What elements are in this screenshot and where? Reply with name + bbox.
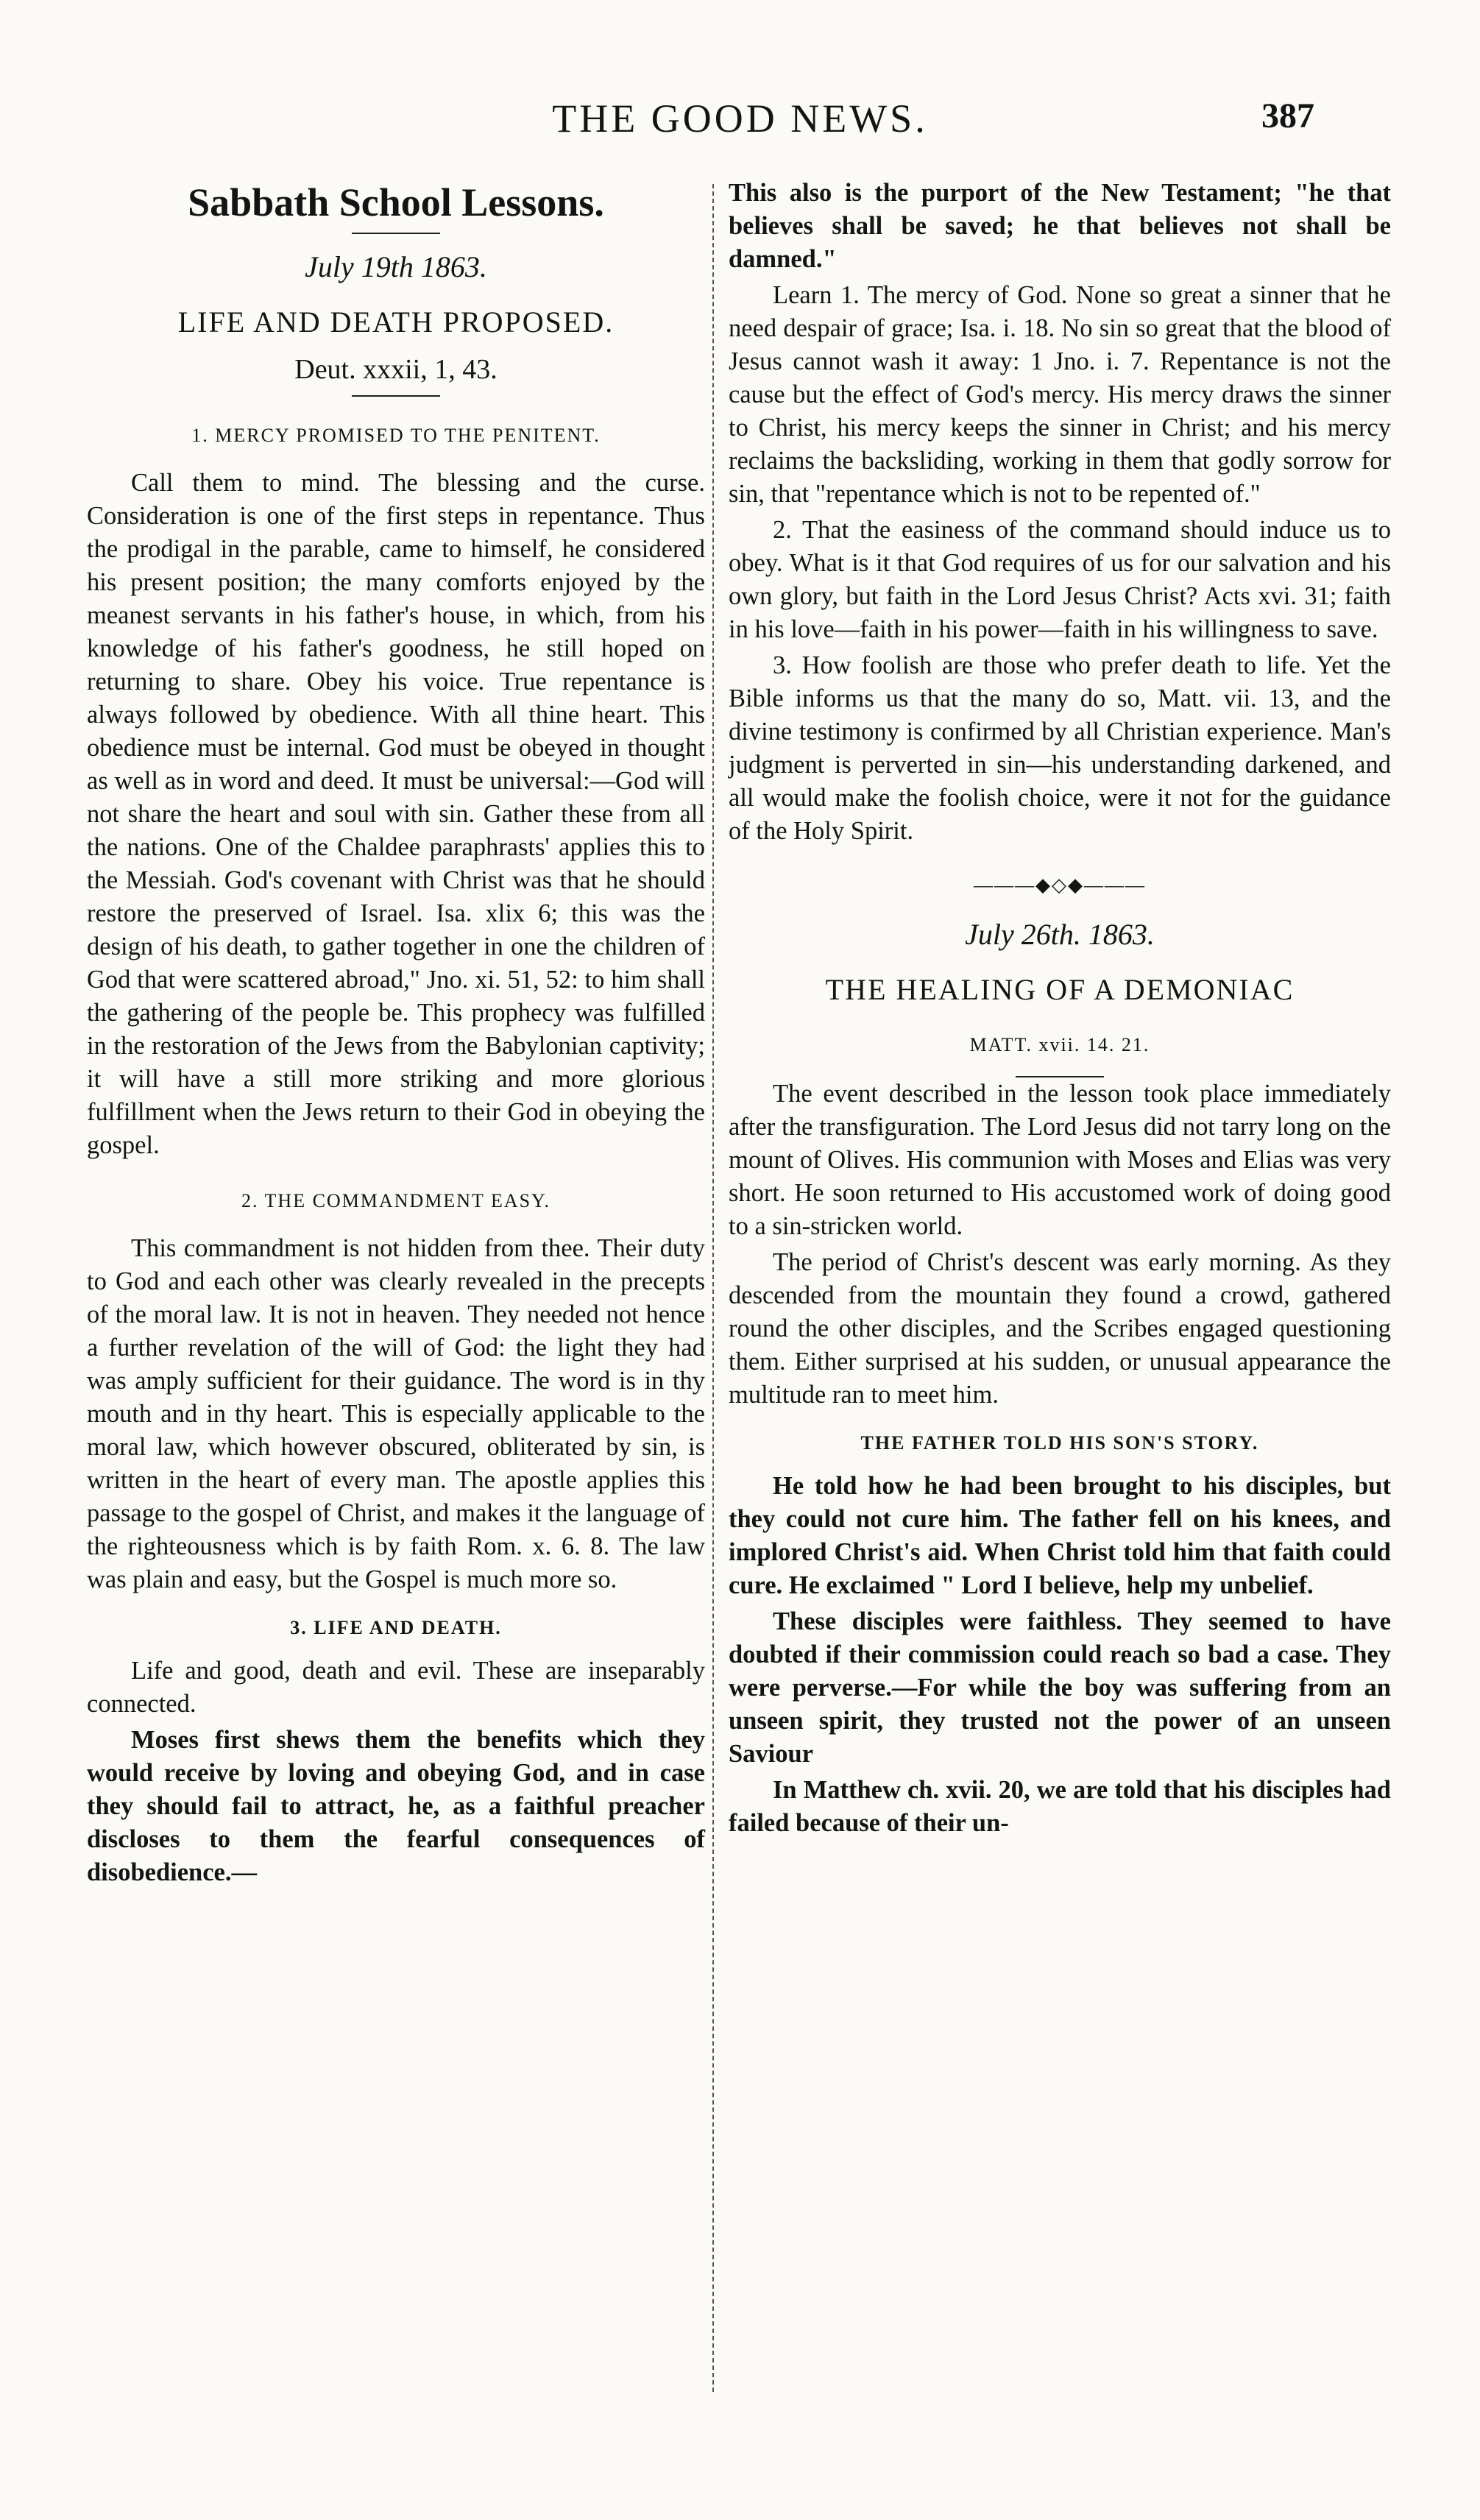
lesson-topic: THE HEALING OF A DEMONIAC [825,973,1295,1006]
paragraph: Moses first shews them the benefits which they would receive by loving and obeying God, and in case they should fail to attract, he, as a faithful preacher discloses to them the fearful consequences of disobedience.— [87,1726,705,1886]
paragraph: In Matthew ch. xvii. 20, we are told that his disciples had failed because of their un- [729,1776,1391,1837]
subsection-title: THE FATHER TOLD HIS SON'S STORY. [860,1432,1259,1454]
periodical-title: THE GOOD NEWS. [552,96,928,141]
page-number: 387 [1261,96,1314,135]
lesson-topic: LIFE AND DEATH PROPOSED. [177,305,615,339]
paragraph: This also is the purport of the New Testament; "he that believes shall be saved; he that believes not shall be damned." [729,179,1391,273]
right-column [729,177,1391,1843]
paragraph: He told how he had been brought to his disciples, but they could not cure him. The father fell on his knees, and implored Christ's aid. When Christ told him that faith could cure. He exclaimed " Lord I believe, help my unbelief. [729,1472,1391,1599]
column-divider [712,184,714,2392]
ornament-divider: ———◆◇◆——— [974,874,1146,896]
heading-rule [352,233,440,234]
paragraph: Life and good, death and evil. These are inseparably connected. [87,1657,705,1718]
paragraph: The event described in the lesson took place immediately after the transfiguration. The Lord Jesus did not tarry long on the mount of Olives. His communion with Moses and Elias was very short. He soon returned to His accustomed work of doing good to a sin-stricken world. [729,1080,1391,1240]
page-header [0,96,1480,147]
subsection-title: 2. THE COMMANDMENT EASY. [241,1190,550,1211]
paragraph: These disciples were faithless. They seemed to have doubted if their commission could reach so bad a case. They were perverse.—For while the boy was suffering from an unseen spirit, they trusted not the power of an unseen Saviour [729,1607,1391,1768]
lesson-date: July 19th 1863. [305,250,487,283]
lesson-date: July 26th. 1863. [965,918,1155,951]
paragraph: 2. That the easiness of the command should induce us to obey. What is it that God requires of us for our salvation and his own glory, but faith in the Lord Jesus Christ? Acts xvi. 31; faith in his love—faith in his power—faith in his willingness to save. [729,516,1391,643]
reference-rule [352,395,440,397]
paragraph: Learn 1. The mercy of God. None so great a sinner that he need despair of grace; Isa. i. 18. No sin so great that the blood of Jesus cannot wash it away: 1 Jno. i. 7. Repentance is not the cause but the effect of God's mercy. His mercy draws the sinner to Christ, his mercy keeps the sinner in Christ; and his mercy reclaims the backsliding, working in them that godly sorrow for sin, that "repentance which is not to be repented of." [729,281,1391,508]
paragraph: This commandment is not hidden from thee. Their duty to God and each other was clearly revealed in the precepts of the moral law. It is not in heaven. They needed not hence a further revelation of the will of God: the light they had was amply sufficient for their guidance. The word is in thy mouth and in thy heart. This is especially applicable to the moral law, which however obscured, obliterated by sin, is written in the heart of every man. The apostle applies this passage to the gospel of Christ, and makes it the language of the righteousness which is by faith Rom. x. 6. 8. The law was plain and easy, but the Gospel is much more so. [87,1234,705,1593]
section-heading: Sabbath School Lessons. [188,180,604,224]
subsection-title: 3. LIFE AND DEATH. [290,1617,502,1638]
subsection-title: 1. MERCY PROMISED TO THE PENITENT. [191,425,601,446]
scripture-reference: MATT. xvii. 14. 21. [969,1034,1150,1055]
paragraph: 3. How foolish are those who prefer death to life. Yet the Bible informs us that the many do so, Matt. vii. 13, and the divine testimony is confirmed by all Christian experience. Man's judgment is perverted in sin—his understanding darkened, and all would make the foolish choice, were it not for the guidance of the Holy Spirit. [729,651,1391,845]
paragraph: Call them to mind. The blessing and the curse. Consideration is one of the first steps in repentance. Thus the prodigal in the parable, came to himself, he considered his present position; the many comforts enjoyed by the meanest servants in his father's house, in which, from his knowledge of his father's goodness, he still hoped on returning to share. Obey his voice. True repentance is always followed by obedience. With all thine heart. This obedience must be internal. God must be obeyed in thought as well as in word and deed. It must be universal:—God will not share the heart and soul with sin. Gather these from all the nations. One of the Chaldee paraphrasts' applies this to the Messiah. God's covenant with Christ was that he should restore the preserved of Israel. Isa. xlix 6; this was the design of his death, to gather together in one the children of God that were scattered abroad," Jno. xi. 51, 52: to him shall the gathering of the people be. This prophecy was fulfilled in the restoration of the Jews from the Babylonian captivity; it will have a still more striking and more glorious fulfillment when the Jews return to their God in obeying the gospel. [87,469,705,1159]
scripture-reference: Deut. xxxii, 1, 43. [294,354,498,385]
paragraph: The period of Christ's descent was early morning. As they descended from the mountain they found a crowd, gathered round the other disciples, and the Scribes engaged questioning them. Either surprised at his sudden, or unusual appearance the multitude ran to meet him. [729,1248,1391,1409]
left-column [87,177,705,1892]
